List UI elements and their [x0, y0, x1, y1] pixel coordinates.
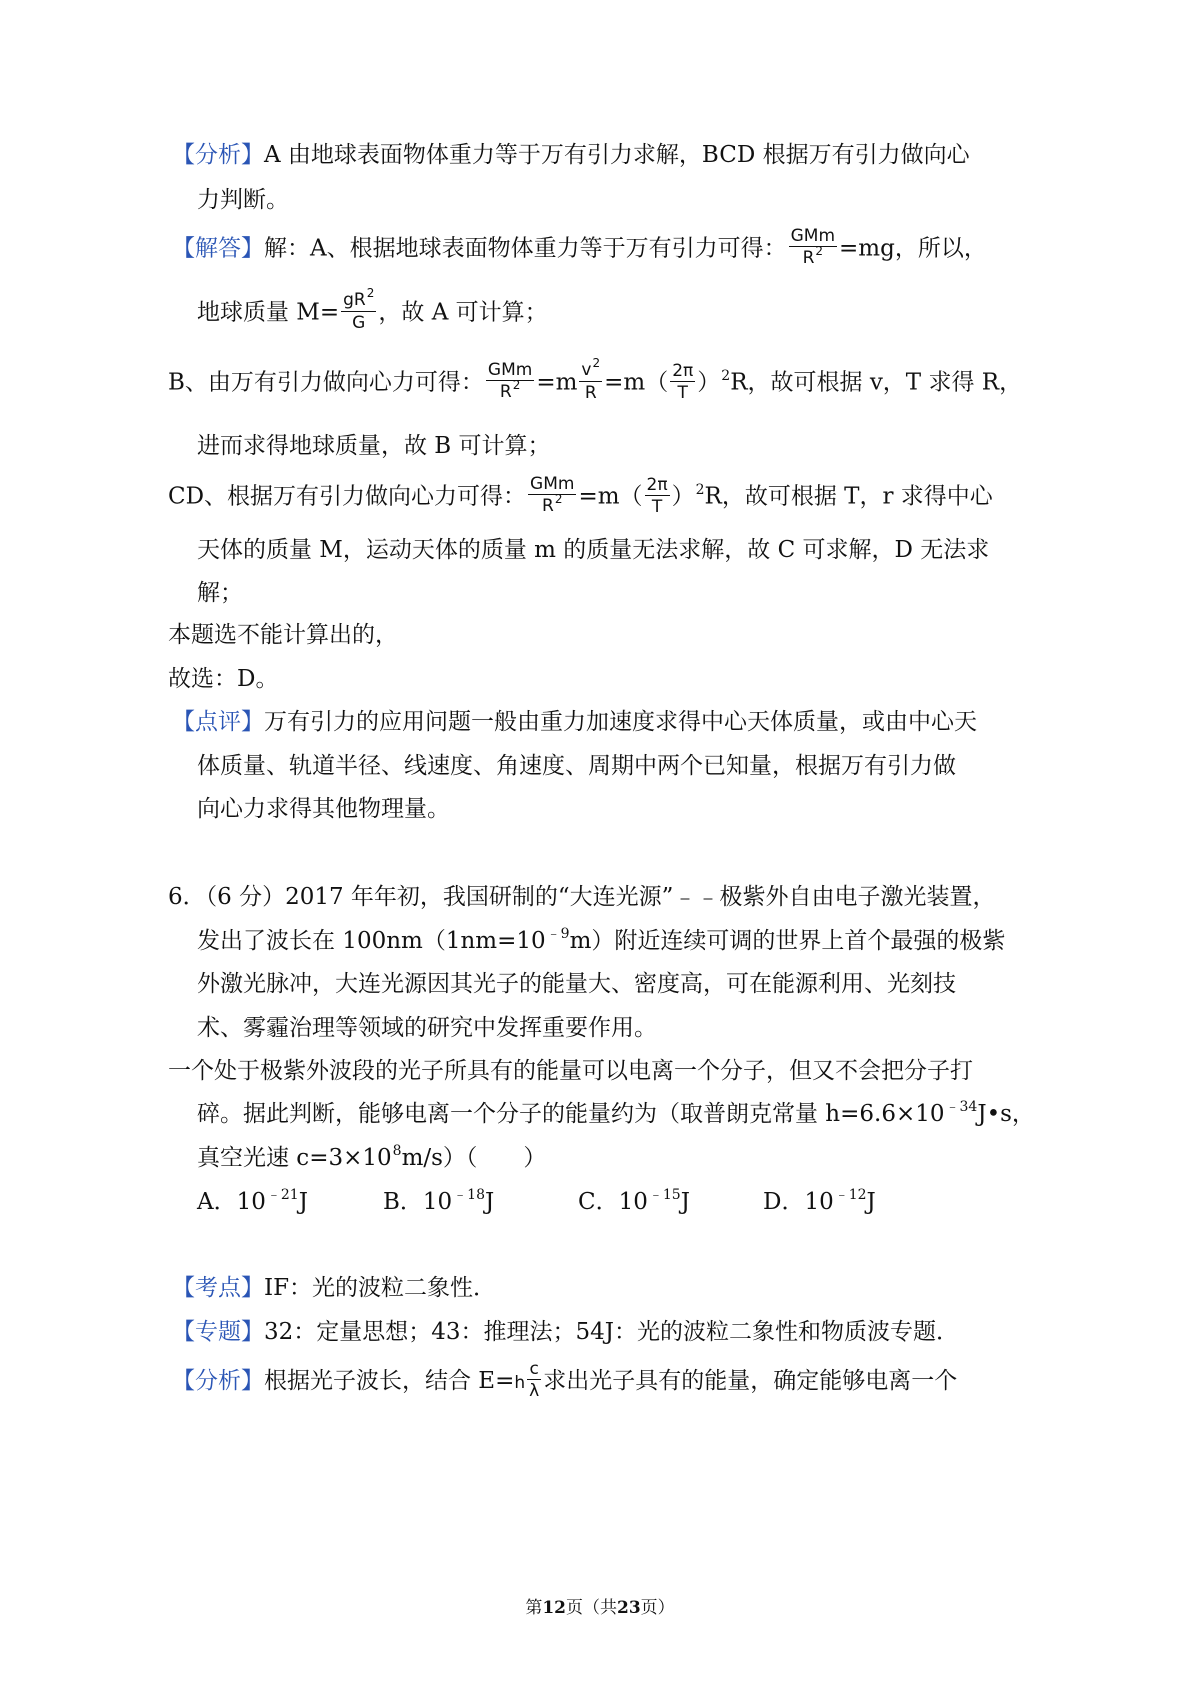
comment-line-2: 体质量、轨道半径、线速度、角速度、周期中两个已知量，根据万有引力做 [197, 753, 956, 779]
option-b[interactable]: B．$10^{﹣18}J$ [383, 1187, 495, 1215]
current-page-number: 12 [542, 1598, 566, 1618]
question6-line-2: 发出了波长在 $100nm(1nm=10^{﹣9}m)$附近连续可调的世界上首个最强的极紫 [197, 926, 1006, 954]
comment-line-1 [172, 707, 977, 737]
answer-tag: 【解答】 [172, 235, 264, 262]
fraction-numerator: $gR^2$ [343, 286, 375, 310]
total-pages: 23 [617, 1598, 641, 1618]
conclusion-line-1: 本题选不能计算出的， [168, 622, 398, 648]
answer-text: B、由万有引力做向心力可得： [168, 369, 484, 396]
zhuanti-tag: 【专题】 [172, 1319, 264, 1345]
fraction-gr2-over-g [341, 286, 376, 333]
answer-line-b1: B、由万有引力做向心力可得： $\frac{\text{GMm}}{R^2}$ =m $\frac{v^2}{R}$ =m（ $\frac{2\pi}{T}$ ）$^2$R，故可根据 v，T 求得 R， [168, 356, 1023, 403]
kaodian-tag: 【考点】 [172, 1275, 264, 1301]
analysis-text: A 由地球表面物体重力等于万有引力求解，BCD 根据万有引力做向心 [264, 142, 970, 168]
fraction-2pi-over-t: $\frac{2\pi}{T}$ [646, 474, 668, 517]
answer-text: =mg，所以， [839, 235, 987, 262]
answer-text: R，故可根据 v，T 求得 R， [730, 369, 1023, 396]
answer-text: R，故可根据 T，r 求得中心 [704, 483, 993, 510]
page-footer: 第12页（共23页） [525, 1598, 675, 1618]
comment-tag: 【点评】 [172, 709, 264, 735]
analysis-tag: 【分析】 [172, 142, 264, 168]
fraction-gmm-over-r2: $\frac{\text{GMm}}{R^2}$ [487, 360, 533, 402]
question6-line-4: 术、雾霾治理等领域的研究中发挥重要作用。 [197, 1015, 657, 1041]
fraction-v2-over-r: $\frac{v^2}{R}$ [581, 356, 601, 403]
analysis6-line: 【分析】根据光子波长，结合 E=h $\frac{c}{\lambda}$ 求出光子具有的能量，确定能够电离一个 [172, 1359, 958, 1401]
answer-line-cd3: 解； [197, 580, 243, 606]
comment-text: 万有引力的应用问题一般由重力加速度求得中心天体质量，或由中心天 [264, 709, 977, 735]
question6-line-3: 外激光脉冲，大连光源因其光子的能量大、密度高，可在能源利用、光刻技 [197, 971, 956, 997]
analysis6-tag: 【分析】 [172, 1368, 264, 1394]
question6-line-1: 6．（6 分）2017 年年初，我国研制的“大连光源”﹣﹣极紫外自由电子激光装置， [168, 884, 996, 910]
fraction-denominator: G [341, 311, 376, 333]
option-a[interactable]: A．$10^{﹣21}J$ [197, 1187, 308, 1215]
comment-line-3: 向心力求得其他物理量。 [197, 796, 450, 822]
fraction-c-over-lambda: $\frac{c}{\lambda}$ [529, 1359, 540, 1401]
option-c[interactable]: C．$10^{﹣15}J$ [578, 1187, 690, 1215]
analysis-line-2: 力判断。 [197, 187, 289, 213]
answer-line-b2: 进而求得地球质量，故 B 可计算； [197, 433, 551, 459]
conclusion-line-2: 故选：D。 [168, 666, 279, 692]
fraction-gmm-over-r2: $\frac{\text{GMm}}{R^2}$ [530, 474, 575, 516]
fraction-2pi-over-t: $\frac{2\pi}{T}$ [672, 360, 694, 403]
question6-line-7: 真空光速 $c=3\times 10^8m/s$）（ ） [197, 1143, 547, 1171]
answer-text: 解：A、根据地球表面物体重力等于万有引力可得： [264, 235, 787, 262]
fraction-numerator: GMm [790, 226, 836, 246]
answer-line-cd2: 天体的质量 M，运动天体的质量 m 的质量无法求解，故 C 可求解，D 无法求 [197, 537, 990, 563]
answer-text: ，故 A 可计算； [378, 299, 548, 326]
answer-line-a2 [197, 286, 548, 335]
fraction-gmm-over-r2 [789, 226, 837, 269]
zhuanti-line: 【专题】32：定量思想；43：推理法；54J：光的波粒二象性和物质波专题． [172, 1319, 960, 1345]
answer-text: 地球质量 M= [197, 299, 340, 326]
question6-line-6: 碎。据此判断，能够电离一个分子的能量约为（取普朗克常量 $h=6.6\times 10^{﹣34}J•s$， [197, 1099, 1035, 1127]
fraction-denominator: $R^2$ [789, 246, 837, 269]
question6-line-5: 一个处于极紫外波段的光子所具有的能量可以电离一个分子，但又不会把分子打 [168, 1058, 973, 1084]
kaodian-line: 【考点】IF：光的波粒二象性． [172, 1275, 497, 1301]
answer-line-a1 [172, 228, 987, 271]
analysis-line-1 [172, 140, 970, 170]
answer-text: CD、根据万有引力做向心力可得： [168, 483, 527, 510]
answer-line-cd1: CD、根据万有引力做向心力可得： $\frac{\text{GMm}}{R^2}$ =m（ $\frac{2\pi}{T}$ ）$^2$R，故可根据 T，r 求得中心 [168, 474, 993, 517]
option-d[interactable]: D．$10^{﹣12}J$ [763, 1187, 876, 1215]
